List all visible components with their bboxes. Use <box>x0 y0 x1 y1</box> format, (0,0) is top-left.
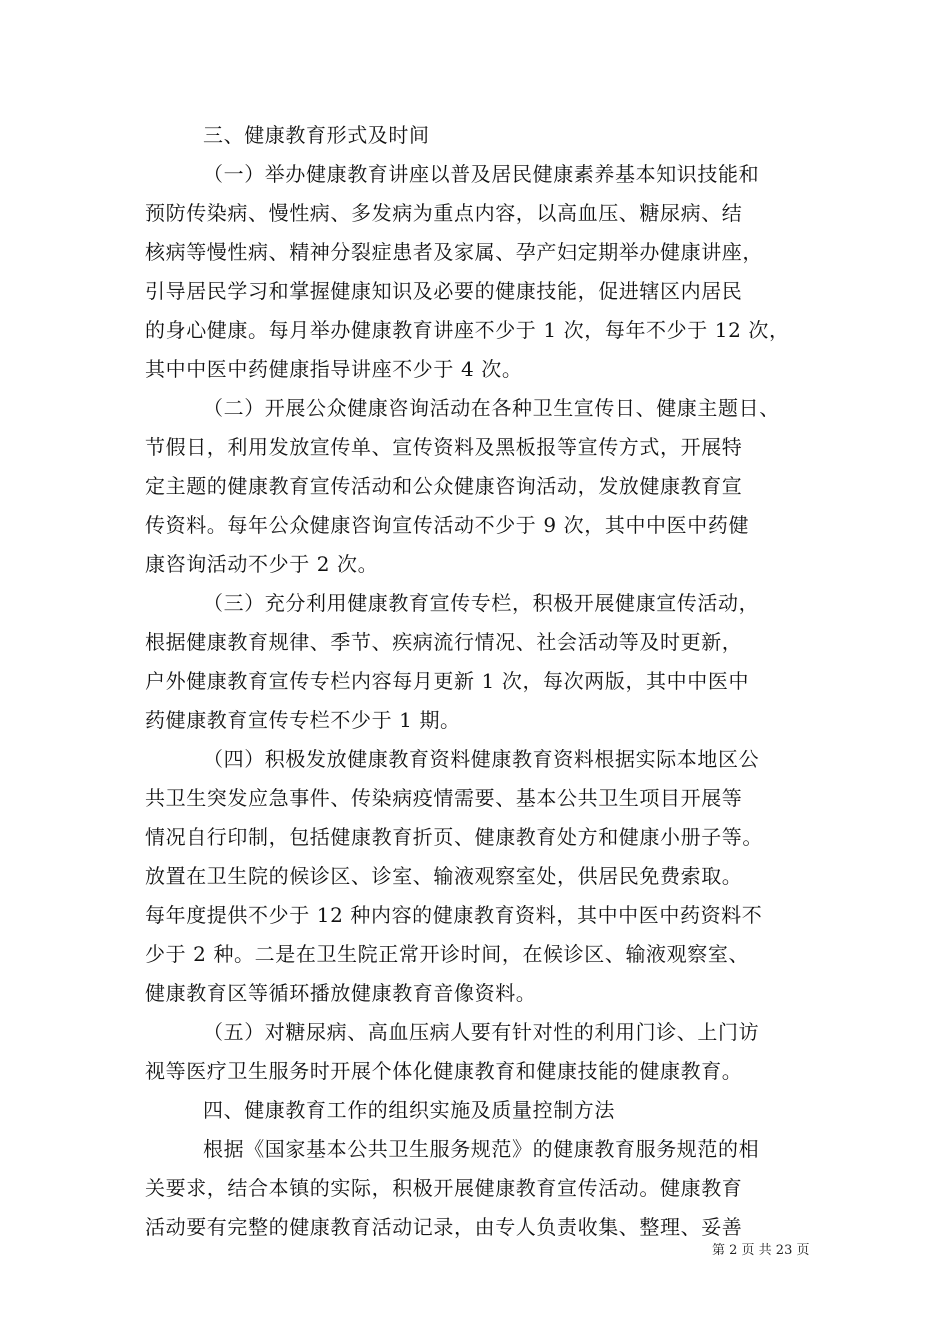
text-line: 根据健康教育规律、季节、疾病流行情况、社会活动等及时更新， <box>145 630 743 654</box>
text-line: 活动要有完整的健康教育活动记录，由专人负责收集、整理、妥善 <box>145 1215 743 1239</box>
text-line: 康咨询活动不少于 2 次。 <box>145 552 379 576</box>
paragraph <box>145 389 813 584</box>
text-line: 关要求，结合本镇的实际，积极开展健康教育宣传活动。健康教育 <box>145 1176 743 1200</box>
text-line: 药健康教育宣传专栏不少于 1 期。 <box>145 708 461 732</box>
text-line: 情况自行印制，包括健康教育折页、健康教育处方和健康小册子等。 <box>145 825 763 849</box>
text-line: 引导居民学习和掌握健康知识及必要的健康技能，促进辖区内居民 <box>145 279 743 303</box>
text-line: 传资料。每年公众健康咨询宣传活动不少于 9 次，其中中医中药健 <box>145 513 750 537</box>
text-line: 节假日，利用发放宣传单、宣传资料及黑板报等宣传方式，开展特 <box>145 435 743 459</box>
text-line: 共卫生突发应急事件、传染病疫情需要、基本公共卫生项目开展等 <box>145 786 743 810</box>
text-line: （五）对糖尿病、高血压病人要有针对性的利用门诊、上门访 <box>203 1020 760 1044</box>
text-line: 四、健康教育工作的组织实施及质量控制方法 <box>203 1098 615 1122</box>
paragraph <box>145 740 813 1013</box>
paragraph <box>145 584 813 740</box>
page-number-footer: 第 2 页 共 23 页 <box>712 1243 810 1258</box>
text-line: （三）充分利用健康教育宣传专栏，积极开展健康宣传活动， <box>203 591 760 615</box>
text-line: 根据《国家基本公共卫生服务规范》的健康教育服务规范的相 <box>203 1137 760 1161</box>
text-line: （一）举办健康教育讲座以普及居民健康素养基本知识技能和 <box>203 162 760 186</box>
text-line: 视等医疗卫生服务时开展个体化健康教育和健康技能的健康教育。 <box>145 1059 743 1083</box>
text-line: 其中中医中药健康指导讲座不少于 4 次。 <box>145 357 523 381</box>
text-line: 三、健康教育形式及时间 <box>203 123 430 147</box>
text-line: 少于 2 种。二是在卫生院正常开诊时间，在候诊区、输液观察室、 <box>145 942 750 966</box>
text-line: 的身心健康。每月举办健康教育讲座不少于 1 次，每年不少于 12 次， <box>145 318 790 342</box>
paragraph <box>145 1091 813 1130</box>
paragraph <box>145 1013 813 1091</box>
document-body <box>145 116 813 1247</box>
text-line: 每年度提供不少于 12 种内容的健康教育资料，其中中医中药资料不 <box>145 903 763 927</box>
text-line: 核病等慢性病、精神分裂症患者及家属、孕产妇定期举办健康讲座， <box>145 240 763 264</box>
text-line: 放置在卫生院的候诊区、诊室、输液观察室处，供居民免费索取。 <box>145 864 743 888</box>
paragraph <box>145 1130 813 1247</box>
text-line: （二）开展公众健康咨询活动在各种卫生宣传日、健康主题日、 <box>203 396 780 420</box>
text-line: 户外健康教育宣传专栏内容每月更新 1 次，每次两版，其中中医中 <box>145 669 750 693</box>
paragraph <box>145 116 813 155</box>
text-line: 健康教育区等循环播放健康教育音像资料。 <box>145 981 537 1005</box>
text-line: 预防传染病、慢性病、多发病为重点内容，以高血压、糖尿病、结 <box>145 201 743 225</box>
text-line: 定主题的健康教育宣传活动和公众健康咨询活动，发放健康教育宣 <box>145 474 743 498</box>
paragraph <box>145 155 813 389</box>
text-line: （四）积极发放健康教育资料健康教育资料根据实际本地区公 <box>203 747 760 771</box>
